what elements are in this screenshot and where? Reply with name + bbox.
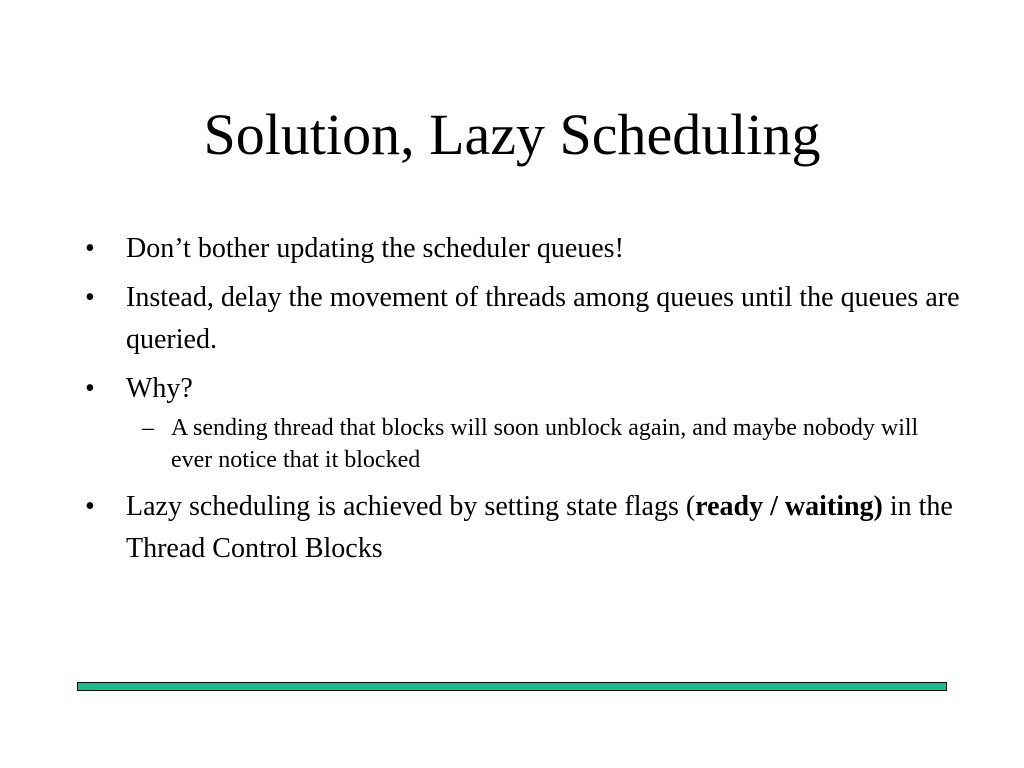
footer-accent-bar xyxy=(77,682,947,691)
bullet-text: Lazy scheduling is achieved by setting state flags ( xyxy=(126,491,696,522)
bullet-text: Instead, delay the movement of threads among queues until the queues are queried. xyxy=(126,282,960,355)
sub-bullet-group xyxy=(85,412,965,476)
sub-bullet-text: A sending thread that blocks will soon unblock again, and maybe nobody will ever notice that it blocked xyxy=(171,415,919,473)
slide-title: Solution, Lazy Scheduling xyxy=(203,102,821,167)
bullet-text-tail: in the Thread Control Blocks xyxy=(126,491,953,564)
sub-bullet-marker: – xyxy=(142,415,154,441)
bullet-item xyxy=(85,486,965,570)
bullet-marker: • xyxy=(85,373,95,404)
bullet-item xyxy=(85,277,965,361)
sub-bullet-item xyxy=(85,412,965,476)
bullet-text: Don’t bother updating the scheduler queues! xyxy=(126,233,624,264)
bullet-list xyxy=(85,228,965,577)
bullet-item xyxy=(85,228,965,270)
bullet-marker: • xyxy=(85,491,95,522)
bullet-marker: • xyxy=(85,282,95,313)
sub-bullet-list xyxy=(85,412,965,476)
bullet-item xyxy=(85,368,965,410)
bullet-text: Why? xyxy=(126,373,193,404)
bold-state-flags: ready / waiting) xyxy=(695,491,883,522)
bullet-marker: • xyxy=(85,233,95,264)
